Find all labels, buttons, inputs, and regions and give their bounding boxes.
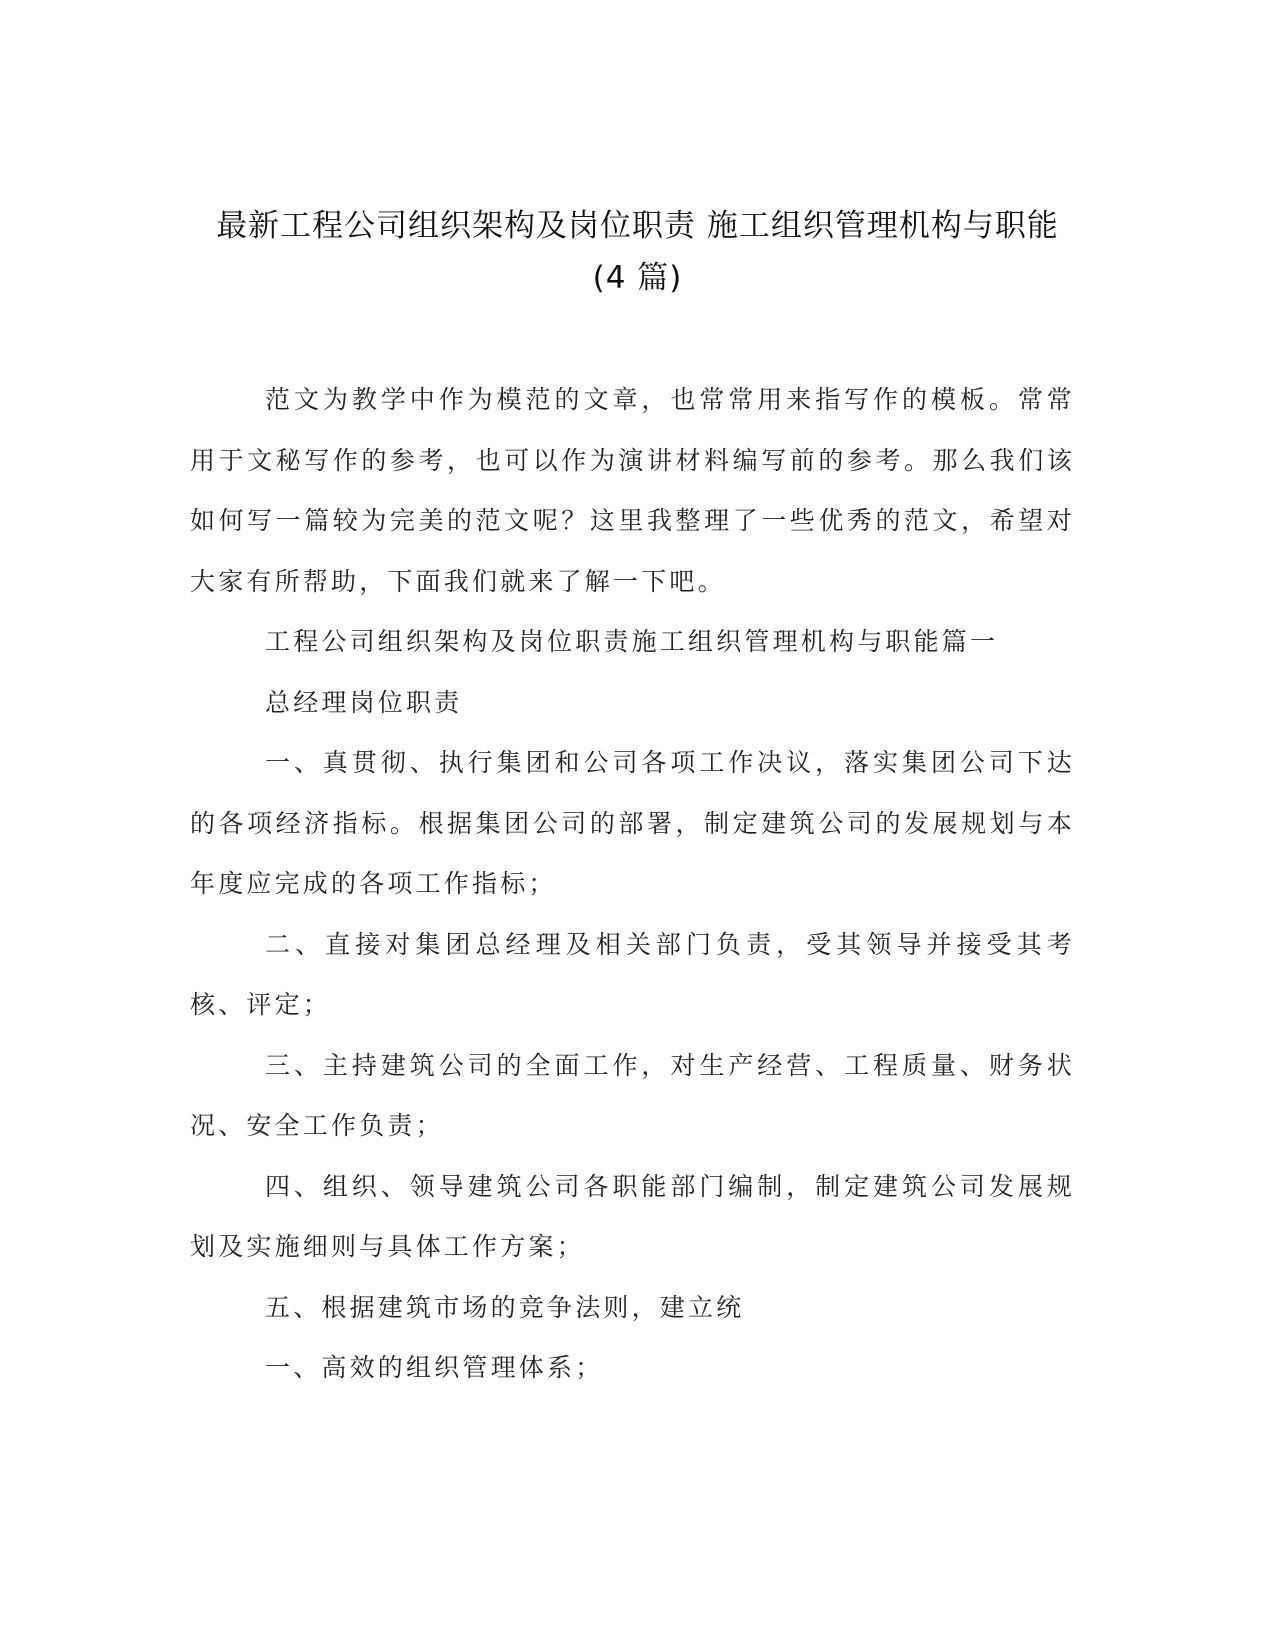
paragraph-role-heading: 总经理岗位职责 bbox=[265, 687, 463, 717]
paragraph-intro: 范文为教学中作为模范的文章，也常常用来指写作的模板。常常用于文秘写作的参考，也可以作为演讲材料编写前的参考。那么我们该如何写一篇较为完美的范文呢？这里我整理了一些优秀的范文，希望对大家有所帮助，下面我们就来了解一下吧。 bbox=[190, 385, 1075, 596]
paragraph-item-6: 一、高效的组织管理体系； bbox=[265, 1353, 604, 1382]
paragraph-section-heading: 工程公司组织架构及岗位职责施工组织管理机构与职能篇一 bbox=[265, 627, 999, 656]
document-body bbox=[190, 370, 1075, 1399]
title-line-2: (4 篇) bbox=[592, 260, 683, 296]
paragraph-item-5: 五、根据建筑市场的竞争法则，建立统 bbox=[265, 1292, 745, 1322]
paragraph-item-1: 一、真贯彻、执行集团和公司各项工作决议，落实集团公司下达的各项经济指标。根据集团公司的部署，制定建筑公司的发展规划与本年度应完成的各项工作指标； bbox=[190, 748, 1075, 898]
paragraph-item-4: 四、组织、领导建筑公司各职能部门编制，制定建筑公司发展规划及实施细则与具体工作方案； bbox=[190, 1171, 1075, 1261]
paragraph-item-2: 二、直接对集团总经理及相关部门负责，受其领导并接受其考核、评定； bbox=[190, 929, 1075, 1019]
document-title bbox=[170, 200, 1105, 304]
title-line-1: 最新工程公司组织架构及岗位职责 施工组织管理机构与职能 bbox=[216, 208, 1059, 244]
paragraph-item-3: 三、主持建筑公司的全面工作，对生产经营、工程质量、财务状况、安全工作负责； bbox=[190, 1050, 1075, 1140]
